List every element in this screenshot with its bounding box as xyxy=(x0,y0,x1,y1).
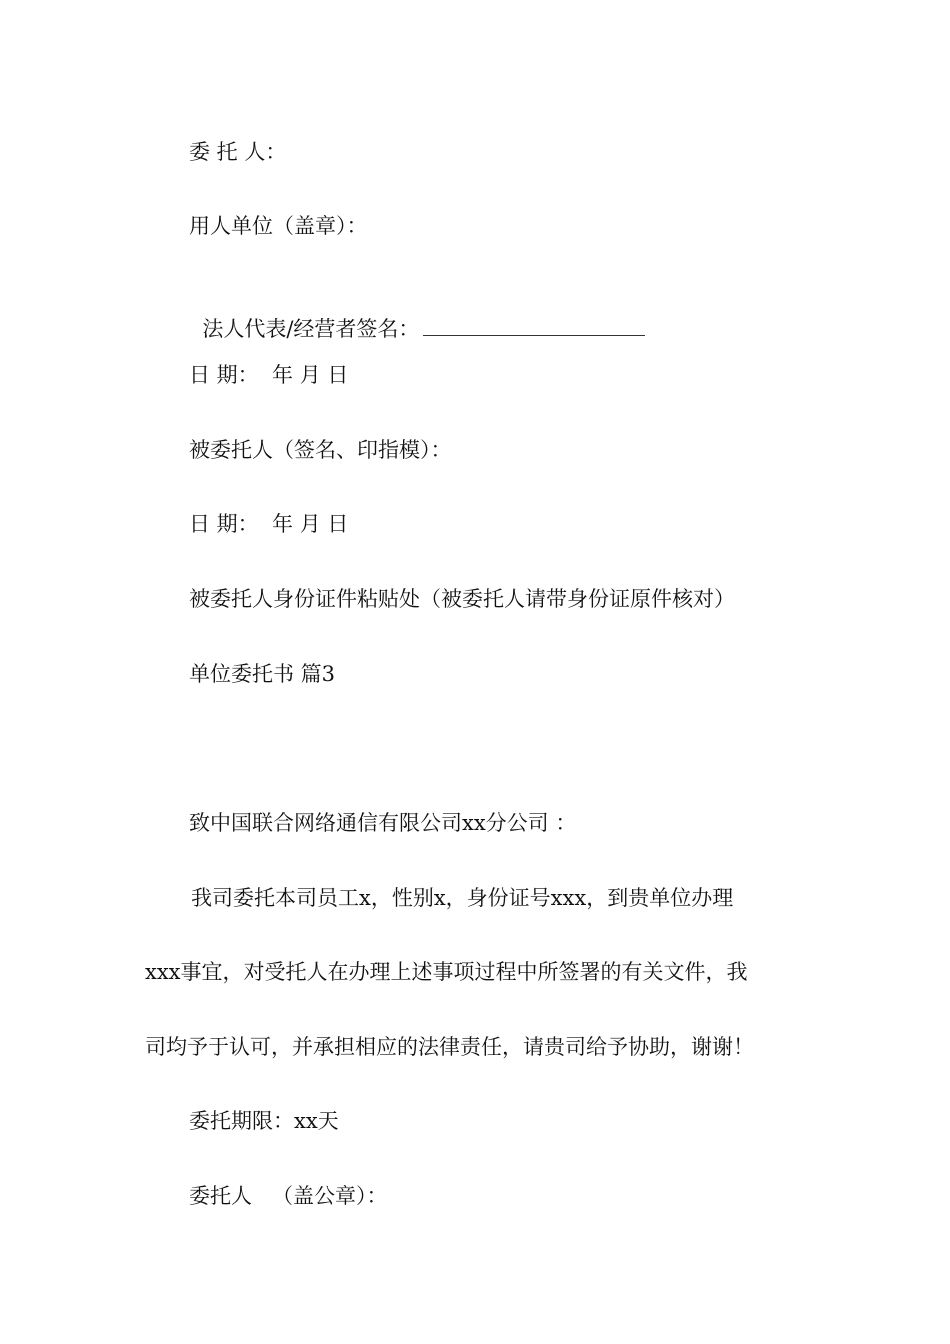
employer-seal-label: 用人单位（盖章）： xyxy=(189,214,368,238)
body-paragraph-line-1: 我司委托本司员工x，性别x，身份证号xxx，到贵单位办理 xyxy=(191,886,734,910)
section-heading: 单位委托书 篇3 xyxy=(189,662,336,686)
entrustee-signature-label: 被委托人（签名、印指模）： xyxy=(189,438,452,462)
signature-blank xyxy=(423,317,645,336)
entrustor-label: 委 托 人： xyxy=(189,140,287,164)
date-line-2: 日 期： 年 月 日 xyxy=(189,512,349,536)
legal-rep-signature-label: 法人代表/经营者签名： xyxy=(202,317,420,341)
id-paste-area-label: 被委托人身份证件粘贴处（被委托人请带身份证原件核对） xyxy=(189,587,735,611)
body-paragraph-line-2: xxx事宜，对受托人在办理上述事项过程中所签署的有关文件，我 xyxy=(145,960,748,984)
salutation: 致中国联合网络通信有限公司xx分公司 ： xyxy=(189,811,577,835)
term-label: 委托期限：xx天 xyxy=(189,1109,339,1133)
date-line-1: 日 期： 年 月 日 xyxy=(189,363,349,387)
legal-rep-signature-line xyxy=(189,287,645,343)
body-paragraph-line-3: 司均予于认可，并承担相应的法律责任，请贵司给予协助，谢谢！ xyxy=(145,1035,754,1059)
entrustor-seal-label: 委托人 （盖公章）： xyxy=(189,1184,388,1208)
